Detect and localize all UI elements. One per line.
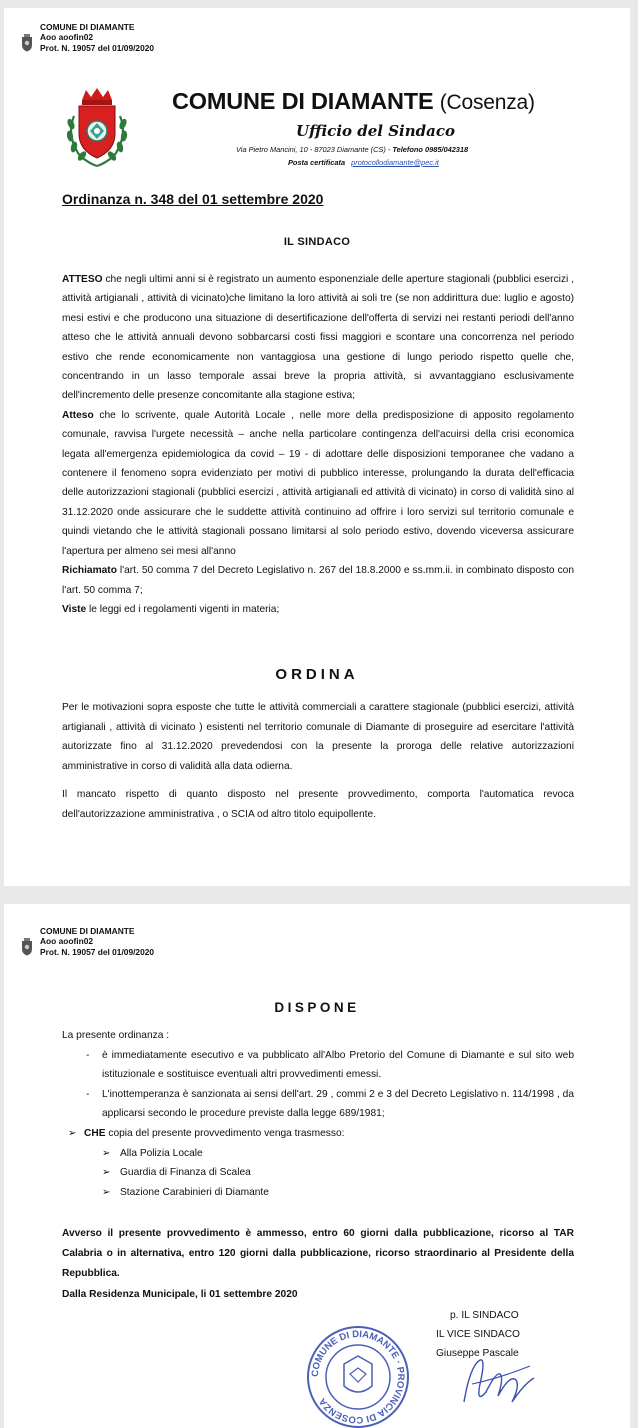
protocol-header-page-2 xyxy=(20,926,154,957)
protocol-number: Prot. N. 19057 del 01/09/2020 xyxy=(40,946,155,957)
recipients-list xyxy=(62,1144,574,1203)
recipient-item: ➢ Guardia di Finanza di Scalea xyxy=(62,1163,574,1183)
che-paragraph xyxy=(62,1124,574,1144)
pec-line xyxy=(288,158,439,167)
address-text: Via Pietro Mancini, 10 - 87023 Diamante (CS) - xyxy=(236,145,391,154)
atteso-lead-1: ATTESO xyxy=(62,274,103,285)
viste-lead: Viste xyxy=(62,603,87,615)
ordina-paragraph-2: Il mancato rispetto di quanto disposto nel presente provvedimento, comporta l'automatica revoca dell'autorizzazione amministrativa , o SCIA od altro titolo equipollente. xyxy=(62,789,574,820)
dispone-intro: La presente ordinanza : xyxy=(62,1030,170,1041)
closing-section xyxy=(62,1224,574,1305)
richiamato-paragraph xyxy=(62,561,574,600)
ordina-section xyxy=(62,698,574,825)
atteso-text-1: che negli ultimi anni si è registrato un aumento esponenziale delle aperture stagionali (pubblici esercizi , attività artigianali , attività di vicinato)che limitano la loro attività ai soli tre (se non addirittura due: luglio e agosto) mesi estivi e che producono una situazione di desertificazione dell'offerta di servizi nei restanti periodi dell'anno atteso che le attività annuali devono sobbarcarsi costi fissi maggiori e scontare una concorrenza nel periodo estivo che rende economicamente non vantaggiosa una gestione di lungo periodo rispetto quelle che, concentrando in un lasso temporale assai breve la propria attività, si avvantaggiano esclusivamente dell'incremento delle presenze concomitante alla stagione estiva; xyxy=(62,274,574,402)
pec-label: Posta certificata xyxy=(288,158,346,167)
municipality-title xyxy=(172,88,535,115)
appeal-paragraph: Avverso il presente provvedimento è ammesso, entro 60 giorni dalla pubblicazione, ricorso al TAR Calabria o in alternativa, entro 120 giorni dalla pubblicazione, ricorso straordinario al Presidente della Repubblica. xyxy=(62,1228,574,1280)
handwritten-signature-icon xyxy=(450,1344,546,1414)
signature-name: Giuseppe Pascale xyxy=(436,1348,519,1360)
seal-text: COMUNE DI DIAMANTE · PROVINCIA DI COSENZA xyxy=(309,1328,407,1426)
protocol-org: COMUNE DI DIAMANTE xyxy=(40,22,135,32)
municipal-seal-stamp-icon xyxy=(304,1324,412,1428)
protocol-header xyxy=(20,22,154,53)
atteso-paragraph-2 xyxy=(62,406,574,561)
dispone-list xyxy=(62,1046,574,1124)
phone-number: 0985/042318 xyxy=(424,145,469,154)
signature-line-1: p. IL SINDACO xyxy=(450,1310,519,1321)
office-address xyxy=(236,145,468,154)
municipal-crest-icon xyxy=(20,34,34,52)
ordina-heading: ORDINA xyxy=(275,666,359,683)
municipal-crest-icon xyxy=(20,938,34,956)
dispone-heading: DISPONE xyxy=(274,1000,360,1015)
sindaco-heading: IL SINDACO xyxy=(283,236,351,248)
viste-text: le leggi ed i regolamenti vigenti in materia; xyxy=(86,603,280,615)
dispone-section xyxy=(62,1026,574,1202)
richiamato-text: l'art. 50 comma 7 del Decreto Legislativo n. 267 del 18.8.2000 e ss.mm.ii. in combinato disposto con l'art. 50 comma 7; xyxy=(62,565,574,596)
list-item: - è immediatamente esecutivo e va pubblicato all'Albo Pretorio del Comune di Diamante e sul sito web istituzionale e sostituisce eventuali altri provvedimenti emessi. xyxy=(62,1046,574,1085)
document-page-2 xyxy=(4,904,630,1428)
protocol-aoo: Aoo aoofin02 xyxy=(40,936,94,947)
che-text: copia del presente provvedimento venga trasmesso: xyxy=(105,1127,345,1139)
svg-text:COMUNE DI DIAMANTE · PROVINCIA xyxy=(310,1329,406,1425)
document-page-1 xyxy=(4,8,630,886)
province-name: (Cosenza) xyxy=(439,91,535,114)
municipal-coat-of-arms-icon xyxy=(62,86,132,168)
pec-email-link[interactable]: protocollodiamante@pec.it xyxy=(351,158,439,167)
recipient-item: ➢ Stazione Carabinieri di Diamante xyxy=(62,1183,574,1203)
viste-paragraph xyxy=(62,600,574,619)
ordinance-title: Ordinanza n. 348 del 01 settembre 2020 xyxy=(62,191,324,207)
che-lead: CHE xyxy=(84,1127,106,1139)
protocol-org: COMUNE DI DIAMANTE xyxy=(40,926,135,936)
atteso-paragraph-1 xyxy=(62,270,574,406)
ordina-paragraph-1: Per le motivazioni sopra esposte che tutte le attività commerciali a carattere stagionale (pubblici esercizi, attività artigianali , attività di vicinato ) esistenti nel territorio comunale di Diamante di proseguire ad esercitare l'attività autorizzate fino al 31.12.2020 prevedendosi con la presente la proroga delle relative autorizzazioni amministrative in corso di validità alla data odierna. xyxy=(62,702,574,772)
atteso-text-2: che lo scrivente, quale Autorità Locale , nelle more della predisposizione di apposito regolamento comunale, ravvisa l'urgete necessità – anche nella particolare contingenza dell'acuirsi della crisi economica legata all'emergenza epidemiologica da covid – 19 - di adottare delle disposizioni temporanee che vadano a contenere il fenomeno sopra evidenziato per motivi di pubblico interesse, prolungando la durata dell'efficacia delle autorizzazioni stagionali (pubblici esercizi , attività artigianali ed attività di vicinato) in corso di validità sino al 31.12.2020 onde assicurare che le suddette attività continuino ad offrire i loro servizi sul territorio comunale e quindi vietando che le attività stagionali possano limitarsi al solo periodo estivo, dovendo viceversa assicurare l'apertura per almeno sei mesi all'anno xyxy=(62,409,574,557)
premises-section xyxy=(62,270,574,619)
place-date-line: Dalla Residenza Municipale, li 01 settembre 2020 xyxy=(62,1288,298,1300)
richiamato-lead: Richiamato xyxy=(62,565,117,577)
protocol-aoo: Aoo aoofin02 xyxy=(40,32,94,43)
list-item: - L'inottemperanza è sanzionata ai sensi dell'art. 29 , commi 2 e 3 del Decreto Legislativo n. 114/1998 , da applicarsi secondo le procedure previste dalla legge 689/1981; xyxy=(62,1085,574,1124)
municipality-name: COMUNE DI DIAMANTE xyxy=(172,88,434,114)
recipient-item: ➢ Alla Polizia Locale xyxy=(62,1144,574,1164)
phone-label: Telefono xyxy=(392,145,423,154)
protocol-number: Prot. N. 19057 del 01/09/2020 xyxy=(40,42,155,53)
office-name: Ufficio del Sindaco xyxy=(296,122,455,140)
signature-line-2: IL VICE SINDACO xyxy=(436,1329,520,1341)
atteso-lead-2: Atteso xyxy=(62,409,94,421)
